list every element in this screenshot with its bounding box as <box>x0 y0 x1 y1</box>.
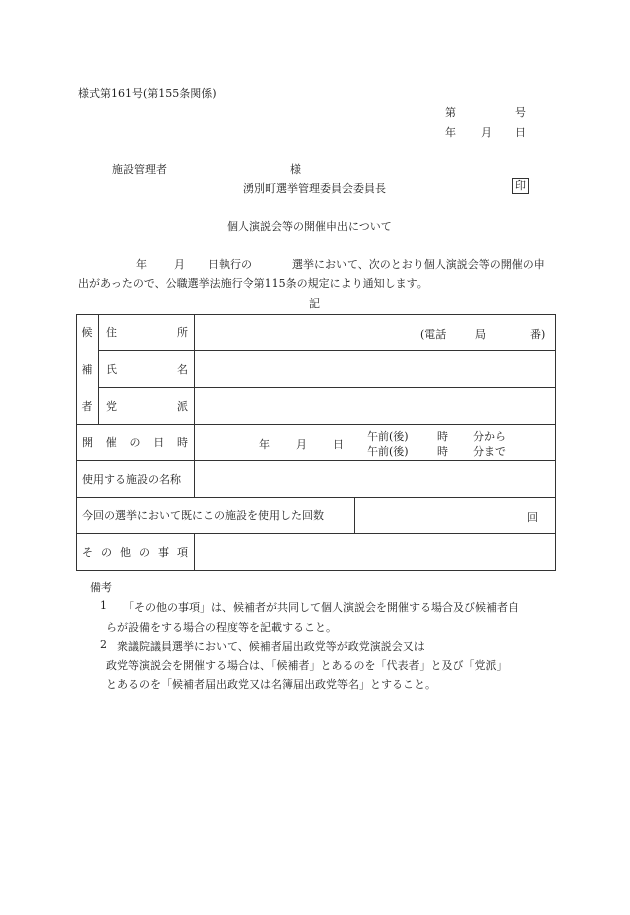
note-1-line2: らが設備をする場合の程度等を記載すること。 <box>106 621 337 634</box>
minute-from: 分から <box>473 430 506 443</box>
count-unit: 回 <box>527 511 538 524</box>
sender-name: 湧別町選挙管理委員会委員長 <box>243 182 386 195</box>
body-line2: 出があったので、公職選挙法施行令第115条の規定により通知します。 <box>78 277 428 290</box>
facility-input[interactable] <box>200 464 550 493</box>
other-label <box>82 533 188 570</box>
other-char-2: の <box>101 545 112 559</box>
addressee-honorific: 様 <box>290 163 301 176</box>
party-label-char-1: 党 <box>106 399 117 413</box>
address-input[interactable] <box>200 318 410 346</box>
minute-to: 分まで <box>473 445 506 458</box>
name-label <box>106 350 188 387</box>
phone-prefix: (電話 <box>420 328 447 341</box>
datetime-label <box>82 424 188 460</box>
address-label-char-1: 住 <box>106 326 117 339</box>
address-label-char-2: 所 <box>177 326 188 339</box>
count-label: 今回の選挙において既にこの施設を使用した回数 <box>82 509 324 522</box>
candidate-char-1: 候 <box>81 326 93 340</box>
body-day: 日執行の <box>208 258 252 271</box>
ampm-end: 午前(後) <box>367 445 409 458</box>
phone-station: 局 <box>475 328 486 341</box>
doc-number-prefix: 第 <box>445 106 456 119</box>
other-char-1: そ <box>82 545 93 559</box>
note-2-num: 2 <box>100 638 107 651</box>
seal-mark: 印 <box>512 178 529 194</box>
name-input[interactable] <box>200 354 550 383</box>
body-month: 月 <box>174 258 185 271</box>
body-year: 年 <box>136 258 147 271</box>
datetime-char-2: 催 <box>105 436 117 449</box>
body-line1: 選挙において、次のとおり個人演説会等の開催の申 <box>292 258 545 271</box>
party-input[interactable] <box>200 391 550 420</box>
date-day: 日 <box>515 126 526 139</box>
hour-start: 時 <box>437 430 448 443</box>
note-2-line1: 衆議院議員選挙において、候補者届出政党等が政党演説会又は <box>117 640 425 653</box>
note-2-line2: 政党等演説会を開催する場合は、「候補者」とあるのを「代表者」と及び「党派」 <box>106 659 508 672</box>
date-year: 年 <box>445 126 456 139</box>
other-char-6: 項 <box>177 545 188 559</box>
note-1-line1: 「その他の事項」は、候補者が共同して個人演説会を開催する場合及び候補者自 <box>123 601 519 614</box>
addressee-label: 施設管理者 <box>112 163 167 176</box>
name-label-char-2: 名 <box>177 362 188 376</box>
dt-day: 日 <box>333 438 344 451</box>
ampm-start: 午前(後) <box>367 430 409 443</box>
document-title: 個人演説会等の開催申出について <box>227 220 392 233</box>
candidate-char-2: 補 <box>81 362 93 376</box>
form-number: 様式第161号(第155条関係) <box>78 87 217 100</box>
other-input[interactable] <box>200 537 550 566</box>
ki-marker: 記 <box>309 297 320 310</box>
party-label-char-2: 派 <box>177 399 188 413</box>
other-char-5: 事 <box>158 545 169 559</box>
phone-suffix: 番) <box>530 328 546 341</box>
other-char-3: 他 <box>120 545 131 559</box>
note-1-num: 1 <box>100 599 107 612</box>
dt-year: 年 <box>259 438 270 451</box>
notes-heading: 備考 <box>90 581 112 594</box>
other-char-4: の <box>139 545 150 559</box>
date-month: 月 <box>481 126 492 139</box>
note-2-line3: とあるのを「候補者届出政党又は名簿届出政党等名」とすること。 <box>106 678 436 691</box>
doc-number-suffix: 号 <box>515 106 526 119</box>
party-label <box>106 387 188 424</box>
datetime-char-1: 開 <box>82 436 93 449</box>
datetime-char-3: の <box>129 436 141 449</box>
dt-month: 月 <box>296 438 307 451</box>
datetime-char-4: 日 <box>153 436 165 449</box>
name-label-char-1: 氏 <box>106 362 117 376</box>
count-input[interactable] <box>360 501 520 529</box>
hour-end: 時 <box>437 445 448 458</box>
facility-label: 使用する施設の名称 <box>82 472 181 486</box>
address-label <box>106 314 188 350</box>
candidate-char-3: 者 <box>81 399 93 413</box>
candidate-group-label <box>76 314 98 424</box>
datetime-char-5: 時 <box>177 436 188 449</box>
